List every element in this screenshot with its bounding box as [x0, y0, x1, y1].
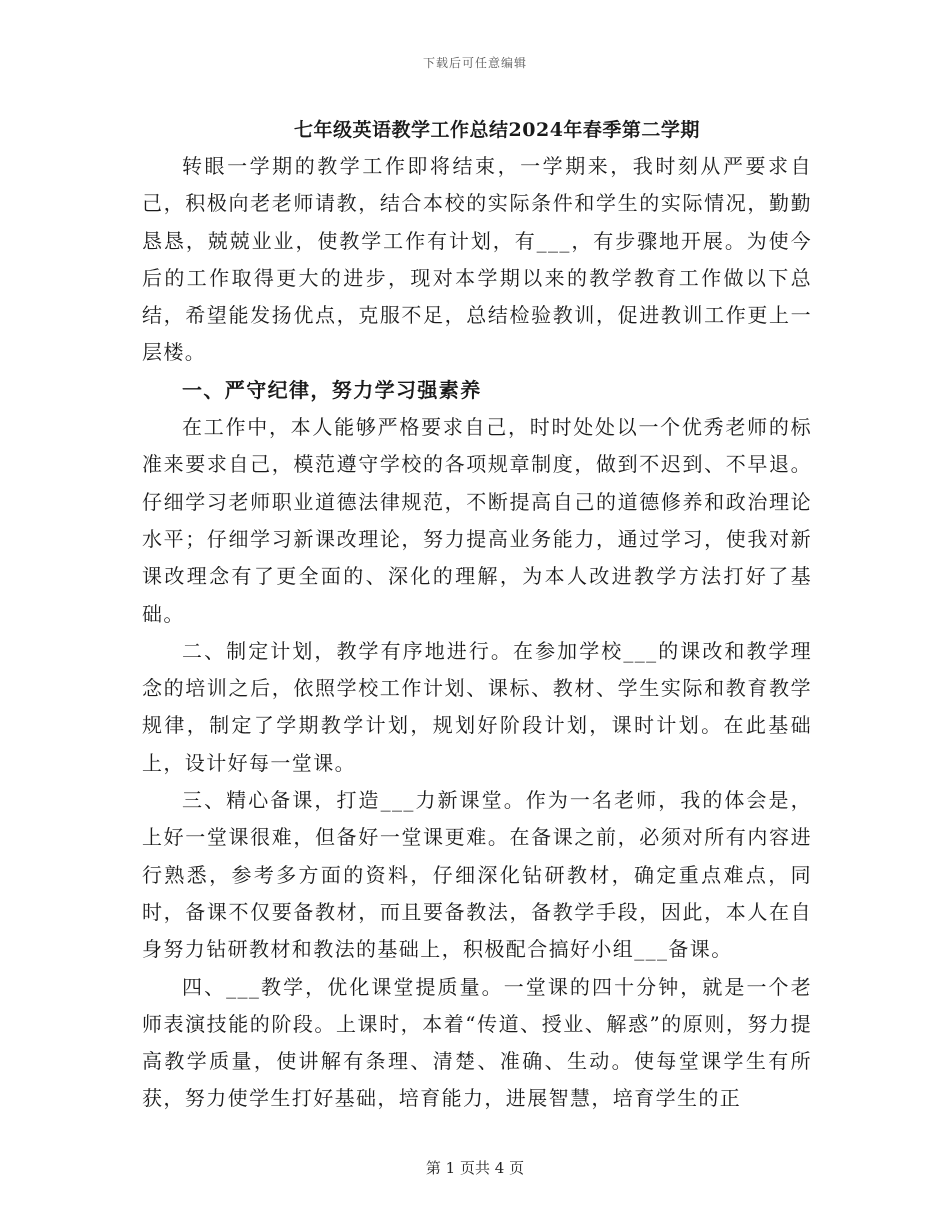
document-body	[142, 112, 812, 1118]
intro-paragraph: 转眼一学期的教学工作即将结束，一学期来，我时刻从严要求自己，积极向老老师请教，结合本校的实际条件和学生的实际情况，勤勤恳恳，兢兢业业，使教学工作有计划，有___，有步骤地开展。为使今后的工作取得更大的进步，现对本学期以来的教学教育工作做以下总结，希望能发扬优点，克服不足，总结检验教训，促进教训工作更上一层楼。	[142, 154, 812, 365]
section-4-paragraph: 四、___教学，优化课堂提质量。一堂课的四十分钟，就是一个老师表演技能的阶段。上课时，本着“传道、授业、解惑”的原则，努力提高教学质量，使讲解有条理、清楚、准确、生动。使每堂课学生有所获，努力使学生打好基础，培育能力，进展智慧，培育学生的正	[142, 974, 812, 1111]
section-3-paragraph: 三、精心备课，打造___力新课堂。作为一名老师，我的体会是，上好一堂课很难，但备好一堂课更难。在备课之前，必须对所有内容进行熟悉，参考多方面的资料，仔细深化钻研教材，确定重点难点，同时，备课不仅要备教材，而且要备教法，备教学手段，因此，本人在自身努力钻研教材和教法的基础上，积极配合搞好小组___备课。	[142, 788, 812, 962]
section-2-paragraph: 二、制定计划，教学有序地进行。在参加学校___的课改和教学理念的培训之后，依照学校工作计划、课标、教材、学生实际和教育教学规律，制定了学期教学计划，规划好阶段计划，课时计划。在此基础上，设计好每一堂课。	[142, 638, 812, 775]
download-note: 下载后可任意编辑	[422, 56, 527, 70]
section-1-heading: 一、严守纪律，努力学习强素养	[182, 377, 482, 402]
page-indicator: 第 1 页共 4 页	[425, 1159, 525, 1177]
section-1-paragraph: 在工作中，本人能够严格要求自己，时时处处以一个优秀老师的标准来要求自己，模范遵守学校的各项规章制度，做到不迟到、不早退。仔细学习老师职业道德法律规范，不断提高自己的道德修养和政治理论水平；仔细学习新课改理论，努力提高业务能力，通过学习，使我对新课改理念有了更全面的、深化的理解，为本人改进教学方法打好了基础。	[142, 415, 812, 626]
document-title: 七年级英语教学工作总结2024年春季第二学期	[294, 119, 700, 141]
